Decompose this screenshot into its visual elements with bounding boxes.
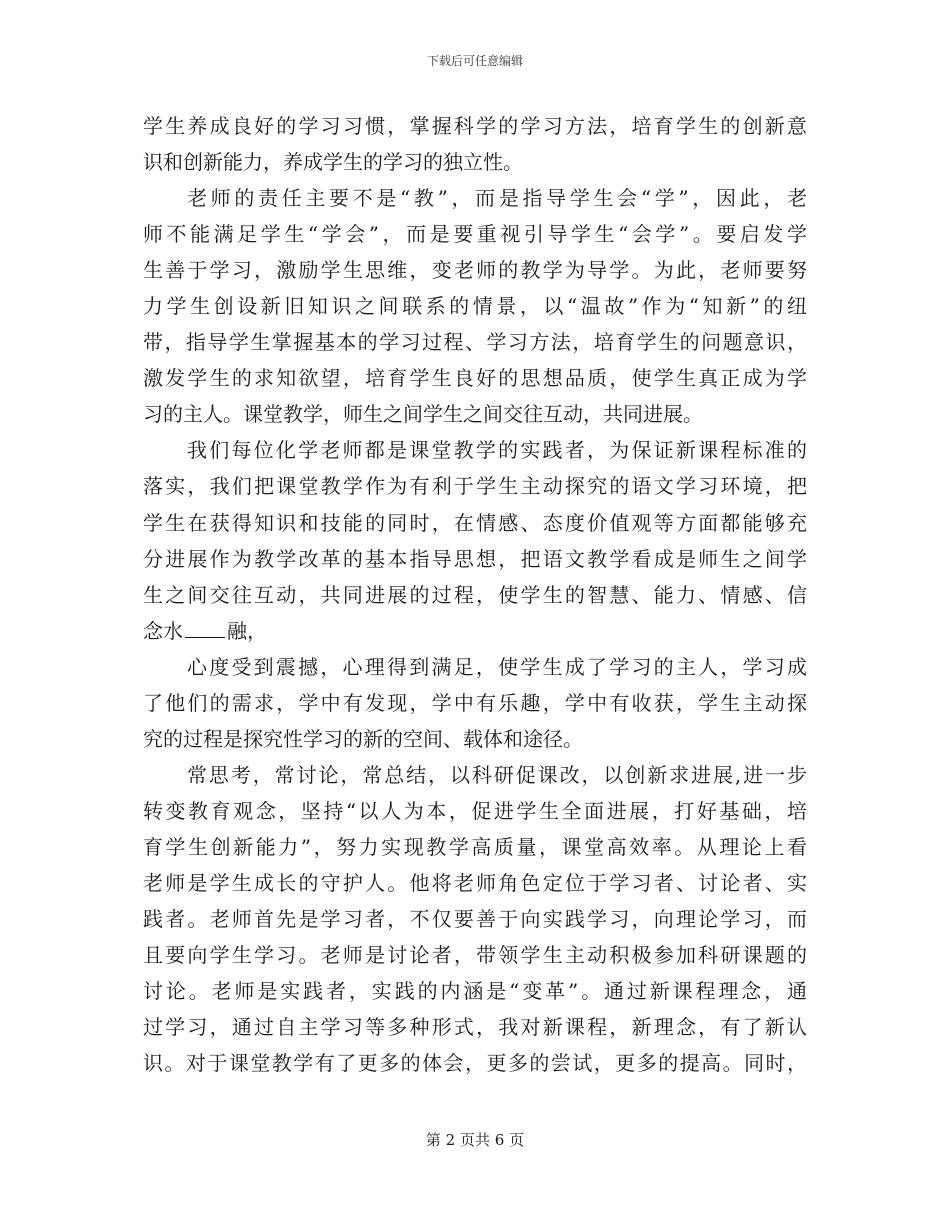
text-line: 老师的责任主要不是“教”，而是指导学生会“学”，因此，老 [187, 186, 807, 211]
text-line: 学生养成良好的学习习惯，掌握科学的学习方法，培育学生的创新意 [143, 114, 807, 138]
text-line: 师不能满足学生“学会”，而是要重视引导学生“会学”。要启发学 [143, 222, 807, 247]
text-line: 且要向学生学习。老师是讨论者，带领学生主动积极参加科研课题的 [143, 943, 807, 968]
text-line: 生之间交往互动，共同进展的过程，使学生的智慧、能力、情感、信 [143, 582, 807, 607]
text-line: 力学生创设新旧知识之间联系的情景，以“温故”作为“知新”的纽 [143, 294, 807, 319]
text-line: 识。对于课堂教学有了更多的体会，更多的尝试，更多的提高。同时， [143, 1051, 807, 1076]
text-line: 带，指导学生掌握基本的学习过程、学习方法，培育学生的问题意识， [143, 330, 807, 355]
text-line: 究的过程是探究性学习的新的空间、载体和途径。 [143, 726, 583, 751]
text-fragment: 念水 [143, 618, 183, 643]
text-line: 习的主人。课堂教学，师生之间学生之间交往互动，共同进展。 [143, 402, 703, 427]
document-body [143, 108, 807, 1081]
text-line: 过学习，通过自主学习等多种形式，我对新课程，新理念，有了新认 [143, 1015, 807, 1040]
fill-in-blank [185, 615, 225, 638]
text-line: 讨论。老师是实践者，实践的内涵是“变革”。通过新课程理念，通 [143, 979, 807, 1004]
text-line: 我们每位化学老师都是课堂教学的实践者，为保证新课程标准的 [187, 438, 807, 463]
text-line: 育学生创新能力”，努力实现教学高质量，课堂高效率。从理论上看 [143, 834, 807, 859]
text-line: 老师是学生成长的守护人。他将老师角色定位于学习者、讨论者、实 [143, 870, 807, 895]
text-line: 学生在获得知识和技能的同时，在情感、态度价值观等方面都能够充 [143, 510, 807, 535]
text-line: 了他们的需求，学中有发现，学中有乐趣，学中有收获，学生主动探 [143, 690, 807, 715]
text-line: 转变教育观念，坚持“以人为本，促进学生全面进展，打好基础，培 [143, 798, 807, 823]
text-line-with-blank [143, 613, 807, 649]
text-line: 常思考，常讨论，常总结，以科研促课改，以创新求进展,进一步 [187, 762, 807, 787]
text-line: 分进展作为教学改革的基本指导思想，把语文教学看成是师生之间学 [143, 546, 807, 571]
text-line: 识和创新能力，养成学生的学习的独立性。 [143, 150, 523, 175]
page-number-footer: 第 2 页共 6 页 [425, 1131, 525, 1149]
text-line: 落实，我们把课堂教学作为有利于学生主动探究的语文学习环境，把 [143, 474, 807, 499]
text-line: 生善于学习，激励学生思维，变老师的教学为导学。为此，老师要努 [143, 258, 807, 283]
text-line: 践者。老师首先是学习者，不仅要善于向实践学习，向理论学习，而 [143, 907, 807, 932]
page-header: 下载后可任意编辑 [426, 54, 523, 68]
text-fragment: 融， [227, 618, 267, 643]
text-line: 心度受到震撼，心理得到满足，使学生成了学习的主人，学习成 [187, 654, 807, 679]
text-line: 激发学生的求知欲望，培育学生良好的思想品质，使学生真正成为学 [143, 366, 807, 391]
